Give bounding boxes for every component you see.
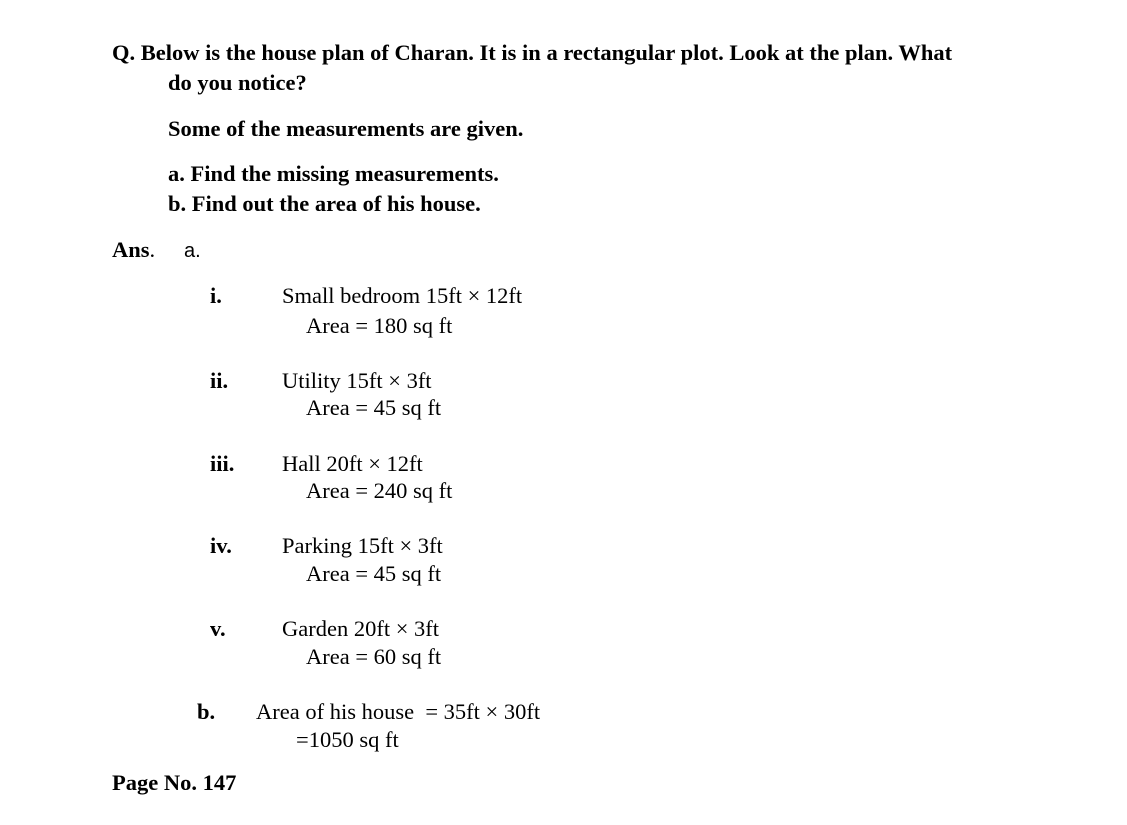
- question-part-b: b. Find out the area of his house.: [168, 191, 481, 216]
- item-title: Hall 20ft × 12ft: [282, 451, 423, 476]
- question-given: Some of the measurements are given.: [168, 116, 524, 141]
- item-title: Small bedroom 15ft × 12ft: [282, 283, 523, 308]
- page-number: Page No. 147: [112, 770, 237, 795]
- item-area: Area = 60 sq ft: [306, 644, 442, 669]
- answer-part-b-label: b.: [197, 699, 216, 724]
- item-area: Area = 45 sq ft: [306, 561, 442, 586]
- item-title: Utility 15ft × 3ft: [282, 368, 432, 393]
- item-title: Garden 20ft × 3ft: [282, 616, 440, 641]
- answer-label: [112, 237, 155, 263]
- item-title: Parking 15ft × 3ft: [282, 533, 443, 558]
- question-part-a: a. Find the missing measurements.: [168, 161, 499, 186]
- item-area: Area = 240 sq ft: [306, 478, 453, 503]
- item-number: v.: [210, 616, 226, 641]
- answer-part-b-line-2: =1050 sq ft: [296, 727, 399, 752]
- answer-part-a-label: a.: [184, 240, 201, 262]
- item-number: ii.: [210, 368, 229, 393]
- item-number: iv.: [210, 533, 232, 558]
- question-line-1: Q. Below is the house plan of Charan. It is in a rectangular plot. Look at the plan. What: [112, 40, 953, 65]
- question-line-2: do you notice?: [168, 70, 307, 95]
- item-area: Area = 180 sq ft: [306, 313, 453, 338]
- answer-label-dot: .: [149, 237, 156, 262]
- answer-label-text: Ans: [112, 237, 150, 262]
- answer-part-b-line-1: Area of his house = 35ft × 30ft: [256, 699, 541, 724]
- item-area: Area = 45 sq ft: [306, 395, 442, 420]
- item-number: iii.: [210, 451, 235, 476]
- item-number: i.: [210, 283, 222, 308]
